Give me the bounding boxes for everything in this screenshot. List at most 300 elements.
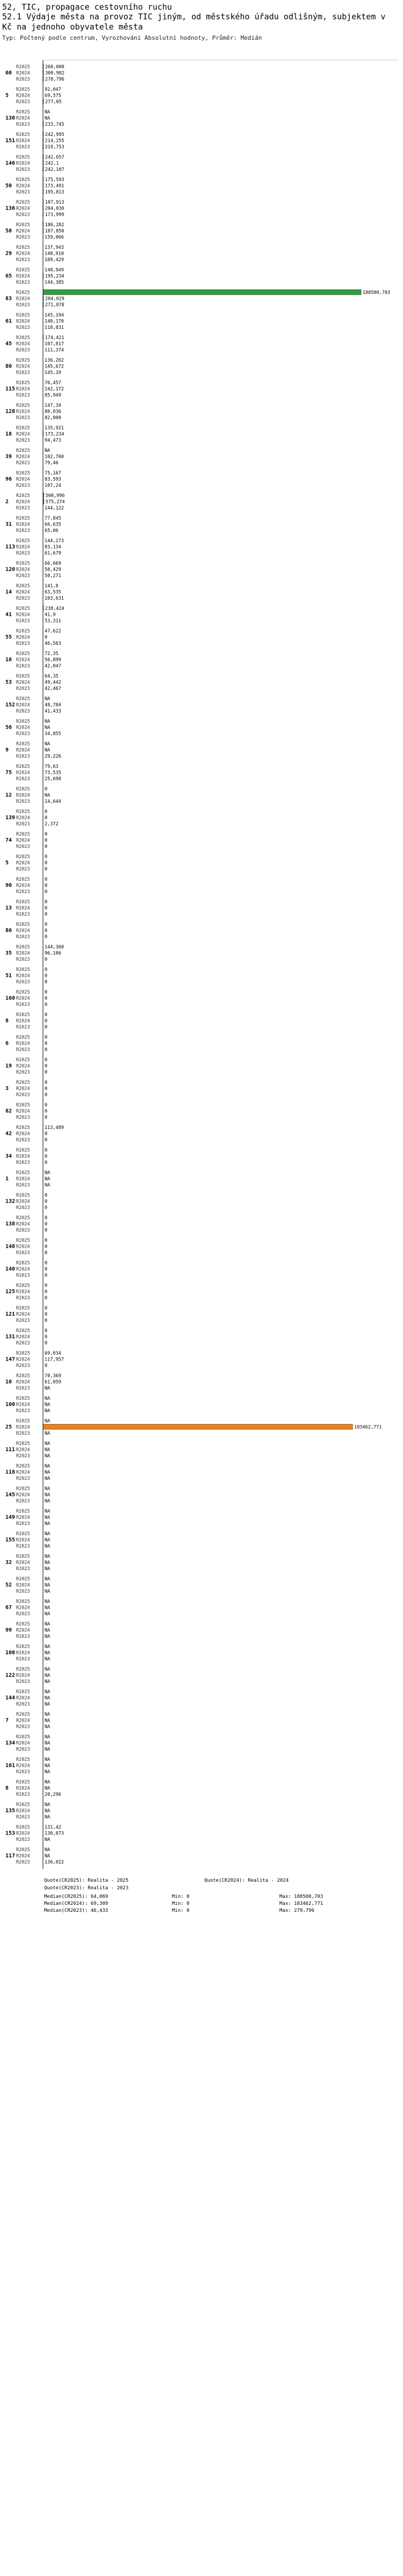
data-label: 0 (45, 1261, 48, 1266)
series-label: R2024 (16, 1718, 30, 1724)
group-label: 9 (5, 747, 9, 753)
series-label: R2024 (16, 1470, 30, 1476)
data-label: 284,029 (45, 296, 64, 302)
series-label: R2023 (16, 99, 30, 105)
data-label: NA (45, 1499, 51, 1504)
series-label: R2025 (16, 764, 30, 769)
data-label: 0 (45, 928, 48, 934)
group-label: 65 (5, 273, 12, 279)
data-label: 0 (45, 889, 48, 895)
series-label: R2024 (16, 1379, 30, 1385)
series-label: R2023 (16, 528, 30, 534)
data-label: 0 (45, 1047, 48, 1053)
group-label: 125 (5, 1289, 16, 1295)
data-label: 175,593 (45, 177, 64, 183)
series-label: R2024 (16, 1673, 30, 1679)
data-label: 0 (45, 1199, 48, 1205)
data-label: NA (45, 1447, 51, 1453)
group-label: 19 (5, 1063, 12, 1069)
series-label: R2025 (16, 1148, 30, 1153)
group-label: 29 (5, 250, 12, 257)
series-label: R2024 (16, 93, 30, 99)
data-label: 277,05 (45, 99, 62, 105)
group-label: 135 (5, 1808, 16, 1814)
series-label: R2023 (16, 280, 30, 285)
series-label: R2024 (16, 431, 30, 437)
group-label: 108 (5, 1650, 16, 1656)
data-label: 79,63 (45, 764, 59, 769)
data-label: NA (45, 1735, 51, 1740)
series-label: R2025 (16, 245, 30, 250)
data-label: 83,593 (45, 477, 61, 483)
median-stat: Median(CR2025): 64,069 (44, 1894, 109, 1899)
data-label: NA (45, 1470, 51, 1476)
data-label: 77,845 (45, 516, 61, 521)
group-label: 86 (5, 927, 12, 934)
group-label: 138 (5, 1221, 16, 1227)
series-label: R2025 (16, 1599, 30, 1604)
data-label: NA (45, 719, 51, 724)
series-label: R2023 (16, 596, 30, 601)
group-label: 136 (5, 205, 16, 212)
series-label: R2025 (16, 471, 30, 476)
data-label: NA (45, 1441, 51, 1447)
data-label: NA (45, 448, 51, 454)
data-label: NA (45, 1589, 51, 1594)
series-label: R2024 (16, 70, 30, 76)
series-label: R2023 (16, 122, 30, 127)
series-label: R2025 (16, 606, 30, 611)
data-label: 0 (45, 912, 48, 917)
data-label: 140,170 (45, 319, 64, 325)
data-label: 0 (45, 1341, 48, 1346)
group-label: 130 (5, 115, 16, 121)
series-label: R2023 (16, 686, 30, 692)
series-label: R2025 (16, 832, 30, 837)
group-label: 61 (5, 318, 12, 325)
data-label: NA (45, 1176, 51, 1182)
series-label: R2023 (16, 1183, 30, 1188)
series-label: R2025 (16, 1509, 30, 1514)
group-label: 16 (5, 657, 12, 663)
data-label: NA (45, 1531, 51, 1537)
data-label: 131,42 (45, 1825, 61, 1830)
bar (43, 1424, 352, 1430)
series-label: R2025 (16, 1735, 30, 1740)
data-label: NA (45, 1644, 51, 1650)
group-label: 41 (5, 611, 12, 618)
series-label: R2024 (16, 680, 30, 686)
series-label: R2023 (16, 1860, 30, 1865)
group-label: 149 (5, 1514, 16, 1521)
series-label: R2025 (16, 922, 30, 927)
series-label: R2024 (16, 1244, 30, 1250)
data-label: 135,921 (45, 426, 64, 431)
data-label: 107,817 (45, 341, 64, 347)
data-label: NA (45, 1808, 51, 1814)
data-label: NA (45, 1769, 51, 1775)
series-label: R2025 (16, 1486, 30, 1492)
data-label: 0 (45, 1296, 48, 1301)
group-label: 32 (5, 1559, 12, 1566)
data-label: 0 (45, 900, 48, 905)
data-label: 63,535 (45, 589, 61, 595)
series-label: R2023 (16, 1634, 30, 1639)
series-label: R2023 (16, 957, 30, 962)
data-label: 0 (45, 934, 48, 940)
data-label: 500,996 (45, 493, 65, 499)
data-label: NA (45, 1689, 51, 1695)
data-label: NA (45, 1515, 51, 1521)
series-label: R2024 (16, 1402, 30, 1408)
data-label: NA (45, 1724, 51, 1730)
data-label: NA (45, 1712, 51, 1717)
data-label: 61,059 (45, 1379, 61, 1385)
series-label: R2024 (16, 1650, 30, 1656)
data-label: 66,635 (45, 522, 61, 528)
series-label: R2023 (16, 844, 30, 850)
series-label: R2023 (16, 1386, 30, 1391)
data-label: 0 (45, 1273, 48, 1278)
data-label: NA (45, 1786, 51, 1791)
series-label: R2025 (16, 1441, 30, 1447)
series-label: R2024 (16, 1695, 30, 1701)
data-label: 49,442 (45, 680, 61, 686)
group-label: 120 (5, 566, 16, 573)
group-label: 1 (5, 1176, 9, 1182)
data-label: NA (45, 1396, 51, 1401)
data-label: NA (45, 1431, 51, 1436)
series-label: R2025 (16, 1554, 30, 1559)
series-label: R2025 (16, 1802, 30, 1808)
data-label: NA (45, 1509, 51, 1514)
data-label: 145,672 (45, 364, 64, 370)
series-label: R2024 (16, 386, 30, 392)
series-label: R2024 (16, 883, 30, 889)
series-label: R2024 (16, 589, 30, 595)
series-label: R2024 (16, 1515, 30, 1521)
min-stat: Min: 0 (172, 1901, 190, 1906)
data-label: 300,982 (45, 70, 64, 76)
series-label: R2023 (16, 257, 30, 263)
series-label: R2025 (16, 945, 30, 950)
series-label: R2024 (16, 274, 30, 279)
series-label: R2023 (16, 664, 30, 669)
data-label: 242,995 (45, 132, 64, 138)
data-label: 136,202 (45, 358, 64, 363)
series-label: R2024 (16, 567, 30, 573)
series-label: R2025 (16, 584, 30, 589)
series-label: R2025 (16, 1531, 30, 1537)
group-label: 5 (5, 860, 9, 866)
data-label: 147,34 (45, 403, 61, 408)
data-label: 0 (45, 1115, 48, 1120)
series-label: R2024 (16, 1312, 30, 1318)
data-label: 137,943 (45, 245, 64, 250)
series-label: R2024 (16, 251, 30, 257)
data-label: 187,913 (45, 200, 64, 205)
data-label: 0 (45, 1138, 48, 1143)
data-label: 0 (45, 967, 48, 973)
series-label: R2023 (16, 370, 30, 376)
data-label: NA (45, 696, 51, 702)
series-label: R2025 (16, 448, 30, 454)
group-label: 83 (5, 296, 12, 302)
max-stat: Max: 183462,771 (279, 1901, 323, 1906)
data-label: 0 (45, 1221, 48, 1227)
series-label: R2023 (16, 1657, 30, 1662)
max-stat: Max: 188500,703 (279, 1894, 323, 1899)
data-label: NA (45, 1763, 51, 1769)
data-label: 144,273 (45, 538, 64, 544)
data-label: 0 (45, 1312, 48, 1318)
data-label: 70,369 (45, 1373, 61, 1379)
data-label: 79,46 (45, 460, 59, 466)
group-label: 146 (5, 160, 16, 167)
series-label: R2025 (16, 1283, 30, 1289)
group-label: 99 (5, 1627, 12, 1634)
data-label: NA (45, 1402, 51, 1408)
series-label: R2025 (16, 1780, 30, 1785)
group-label: 58 (5, 228, 12, 234)
data-label: NA (45, 1170, 51, 1176)
data-label: NA (45, 1747, 51, 1752)
series-label: R2024 (16, 1582, 30, 1588)
series-label: R2025 (16, 1577, 30, 1582)
data-label: 0 (45, 1109, 48, 1114)
data-label: NA (45, 725, 51, 731)
group-label: 31 (5, 521, 12, 528)
data-label: NA (45, 1582, 51, 1588)
data-label: NA (45, 1837, 51, 1843)
data-label: 94,473 (45, 438, 61, 443)
data-label: NA (45, 1464, 51, 1469)
data-label: 0 (45, 832, 48, 837)
data-label: 0 (45, 883, 48, 889)
group-label: 121 (5, 1311, 16, 1318)
data-label: 219,753 (45, 145, 64, 150)
group-label: 39 (5, 454, 12, 460)
data-label: 271,878 (45, 303, 64, 308)
data-label: 14,644 (45, 799, 61, 804)
series-label: R2023 (16, 1815, 30, 1820)
data-label: 575,274 (45, 499, 65, 505)
series-label: R2024 (16, 815, 30, 821)
series-label: R2023 (16, 1363, 30, 1369)
series-label: R2025 (16, 1712, 30, 1717)
data-label: 113,489 (45, 1125, 64, 1131)
series-label: R2025 (16, 742, 30, 747)
data-label: NA (45, 1544, 51, 1549)
series-label: R2025 (16, 268, 30, 273)
data-label: 53,311 (45, 618, 61, 624)
series-label: R2025 (16, 1667, 30, 1672)
group-label: 56 (5, 724, 12, 731)
data-label: 47,622 (45, 629, 61, 634)
data-label: 103,631 (45, 596, 64, 601)
data-label: NA (45, 1183, 51, 1188)
series-label: R2024 (16, 1221, 30, 1227)
series-label: R2023 (16, 1702, 30, 1707)
data-label: 195,813 (45, 190, 64, 195)
data-label: NA (45, 1611, 51, 1617)
series-label: R2023 (16, 1070, 30, 1075)
data-label: 0 (45, 1244, 48, 1250)
data-label: 50,271 (45, 573, 61, 579)
series-label: R2024 (16, 860, 30, 866)
data-label: 117,957 (45, 1357, 64, 1363)
data-label: NA (45, 1780, 51, 1785)
series-label: R2023 (16, 776, 30, 782)
data-label: 0 (45, 860, 48, 866)
series-label: R2023 (16, 460, 30, 466)
data-label: 0 (45, 1250, 48, 1256)
data-label: NA (45, 1847, 51, 1853)
group-label: 3 (5, 1085, 9, 1092)
group-label: 5 (5, 92, 9, 99)
legend-entry: Quote(CR2024): Realita - 2024 (204, 1878, 289, 1883)
data-label: 148,949 (45, 268, 64, 273)
group-label: 117 (5, 1853, 16, 1859)
data-label: 145,19 (45, 370, 61, 376)
series-label: R2023 (16, 1521, 30, 1527)
data-label: 0 (45, 1334, 48, 1340)
data-label: NA (45, 110, 51, 115)
series-label: R2023 (16, 1769, 30, 1775)
series-label: R2023 (16, 799, 30, 804)
series-label: R2025 (16, 561, 30, 566)
series-label: R2025 (16, 177, 30, 183)
series-label: R2024 (16, 1041, 30, 1047)
series-label: R2024 (16, 183, 30, 189)
data-label: 188500,703 (363, 290, 391, 296)
series-label: R2024 (16, 635, 30, 641)
data-label: 0 (45, 1012, 48, 1018)
data-label: 2,372 (45, 822, 59, 827)
series-label: R2025 (16, 222, 30, 228)
series-label: R2023 (16, 1296, 30, 1301)
series-label: R2025 (16, 1825, 30, 1830)
group-label: 35 (5, 950, 12, 956)
group-label: 67 (5, 1604, 12, 1611)
data-label: 111,374 (45, 348, 64, 353)
data-label: 0 (45, 996, 48, 1002)
data-label: 72,35 (45, 651, 59, 657)
series-label: R2025 (16, 538, 30, 544)
series-label: R2023 (16, 889, 30, 895)
data-label: 238,424 (45, 606, 64, 611)
group-label: 18 (5, 431, 12, 437)
series-label: R2024 (16, 747, 30, 753)
series-label: R2023 (16, 641, 30, 646)
series-label: R2023 (16, 1047, 30, 1053)
data-label: 25,698 (45, 776, 61, 782)
group-label: 134 (5, 1740, 16, 1746)
series-label: R2024 (16, 1357, 30, 1363)
group-label: 118 (5, 1469, 16, 1476)
group-label: 132 (5, 1198, 16, 1205)
data-label: 233,745 (45, 122, 64, 127)
series-label: R2023 (16, 573, 30, 579)
series-label: R2023 (16, 1679, 30, 1685)
series-label: R2024 (16, 1018, 30, 1024)
data-label: NA (45, 1521, 51, 1527)
data-label: 0 (45, 1103, 48, 1108)
group-label: 145 (5, 1492, 16, 1498)
series-label: R2024 (16, 725, 30, 731)
series-label: R2025 (16, 1170, 30, 1176)
data-label: 0 (45, 1289, 48, 1295)
series-label: R2025 (16, 313, 30, 318)
group-label: 80 (5, 363, 12, 370)
series-label: R2024 (16, 1537, 30, 1543)
series-label: R2025 (16, 1080, 30, 1085)
series-label: R2023 (16, 1724, 30, 1730)
series-label: R2024 (16, 364, 30, 370)
series-label: R2024 (16, 1492, 30, 1498)
page-subtitle: 52.1 Výdaje města na provoz TIC jiným, od městského úřadu odlišným, subjektem v Kč na jednoho obyvatele města (2, 12, 386, 32)
data-label: 142,172 (45, 386, 64, 392)
page-title: 52, TIC, propagace cestovního ruchu (2, 2, 172, 12)
series-label: R2025 (16, 335, 30, 341)
legend-entry: Quote(CR2025): Realita - 2025 (44, 1878, 129, 1883)
series-label: R2023 (16, 235, 30, 240)
data-label: 145,194 (45, 313, 64, 318)
group-label: 96 (5, 476, 12, 483)
series-label: R2025 (16, 1238, 30, 1243)
data-label: 0 (45, 1318, 48, 1323)
series-label: R2025 (16, 1306, 30, 1311)
data-label: NA (45, 1486, 51, 1492)
series-label: R2023 (16, 1205, 30, 1211)
data-label: 61,679 (45, 551, 61, 556)
series-label: R2025 (16, 87, 30, 92)
series-label: R2024 (16, 996, 30, 1002)
group-label: 53 (5, 679, 12, 686)
data-label: 0 (45, 1283, 48, 1289)
data-label: 0 (45, 809, 48, 815)
series-label: R2024 (16, 612, 30, 618)
data-label: NA (45, 1679, 51, 1685)
data-label: 0 (45, 844, 48, 850)
data-label: 0 (45, 1025, 48, 1030)
series-label: R2023 (16, 415, 30, 421)
data-label: 0 (45, 1363, 48, 1369)
group-label: 139 (5, 815, 16, 821)
data-label: NA (45, 1599, 51, 1604)
series-label: R2024 (16, 228, 30, 234)
data-label: 195,234 (45, 274, 64, 279)
series-label: R2025 (16, 155, 30, 160)
data-label: 260,000 (45, 64, 64, 70)
series-label: R2024 (16, 206, 30, 212)
data-label: 107,24 (45, 483, 61, 488)
data-label: NA (45, 742, 51, 747)
series-label: R2025 (16, 1757, 30, 1762)
group-label: 6 (5, 1040, 9, 1047)
data-label: 0 (45, 1057, 48, 1063)
data-label: 69,034 (45, 1351, 61, 1356)
group-label: 12 (5, 792, 12, 798)
series-label: R2025 (16, 132, 30, 138)
series-label: R2023 (16, 822, 30, 827)
series-label: R2025 (16, 1351, 30, 1356)
group-label: 60 (5, 70, 12, 76)
data-label: 0 (45, 1205, 48, 1211)
group-label: 52 (5, 1582, 12, 1588)
data-label: NA (45, 1605, 51, 1611)
series-label: R2023 (16, 167, 30, 172)
